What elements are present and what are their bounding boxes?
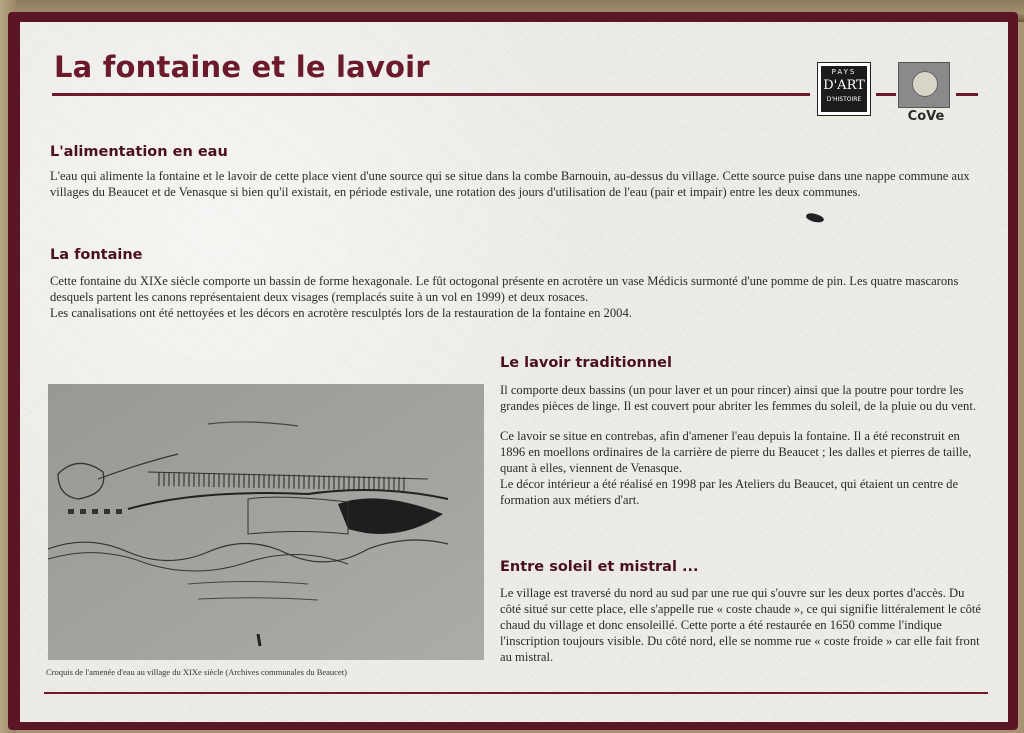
surface-mark <box>805 211 825 224</box>
section-text <box>50 273 985 321</box>
logo-text: PAYS <box>831 68 857 76</box>
paragraph: Il comporte deux bassins (un pour laver et un pour rincer) ainsi que la poutre pour tordre les grandes pièces de linge. Il est couvert pour abriter les femmes du soleil, de la pluie ou du vent. <box>500 383 976 413</box>
historic-sketch-image <box>48 384 484 660</box>
section-text <box>500 585 986 665</box>
image-caption: Croquis de l'amenée d'eau au village du XIXe siècle (Archives communales du Beaucet) <box>46 667 347 677</box>
sign-panel <box>20 22 1008 722</box>
cove-logo <box>898 62 950 108</box>
cove-emblem-icon <box>912 71 938 97</box>
section-text <box>500 382 986 508</box>
section-heading: La fontaine <box>50 247 143 263</box>
section-heading: L'alimentation en eau <box>50 144 228 160</box>
section-heading: Le lavoir traditionnel <box>500 355 672 371</box>
paragraph: Cette fontaine du XIXe siècle comporte un bassin de forme hexagonale. Le fût octogonal présente en acrotère un vase Médicis surmonté d'une pomme de pin. Les quatre mascarons desquels partent les canons représentaient deux visages (remplacés suite à un vol en 1999) et deux rosaces. <box>50 274 959 304</box>
bottom-rule <box>44 692 988 694</box>
paragraph: Le décor intérieur a été réalisé en 1998 par les Ateliers du Beaucet, qui étaient un centre de formation aux métiers d'art. <box>500 477 959 507</box>
logo-text: D'HISTOIRE <box>826 96 862 103</box>
section-heading: Entre soleil et mistral ... <box>500 559 699 575</box>
paragraph: Le village est traversé du nord au sud par une rue qui s'ouvre sur les deux portes d'accès. Du côté situé sur cette place, elle s'appelle rue « coste chaude », ce qui signifie littéralement le côté chaud du village et donc ensoleillé. Cette porte a été restaurée en 1650 comme l'indique l'inscription toujours visible. Du côté nord, elle se nomme rue « coste froide » car elle fait front au mistral. <box>500 586 981 664</box>
paragraph: Les canalisations ont été nettoyées et les décors en acrotère resculptés lors de la restauration de la fontaine en 2004. <box>50 306 632 320</box>
rule-dash <box>956 93 978 96</box>
paragraph: L'eau qui alimente la fontaine et le lavoir de cette place vient d'une source qui se situe dans la combe Barnouin, au-dessus du village. Cette source puise dans une nappe commune aux villages du Beaucet et de Venasque si bien qu'il existait, en période estivale, une rotation des jours d'utilisation de l'eau (pair et impair) entre les deux communes. <box>50 169 970 199</box>
pays-art-histoire-logo <box>817 62 871 116</box>
page-title: La fontaine et le lavoir <box>54 50 430 84</box>
cove-logo-text: CoVe <box>907 109 945 124</box>
logo-text: D'ART <box>823 78 865 93</box>
paragraph: Ce lavoir se situe en contrebas, afin d'amener l'eau depuis la fontaine. Il a été reconstruit en 1896 en moellons ordinaires de la carrière de pierre du Beaucet ; les dalles et pierres de taille, quant à elles, viennent de Venasque. <box>500 429 972 475</box>
title-rule <box>52 93 810 96</box>
section-text <box>50 168 985 200</box>
rule-dash <box>876 93 896 96</box>
